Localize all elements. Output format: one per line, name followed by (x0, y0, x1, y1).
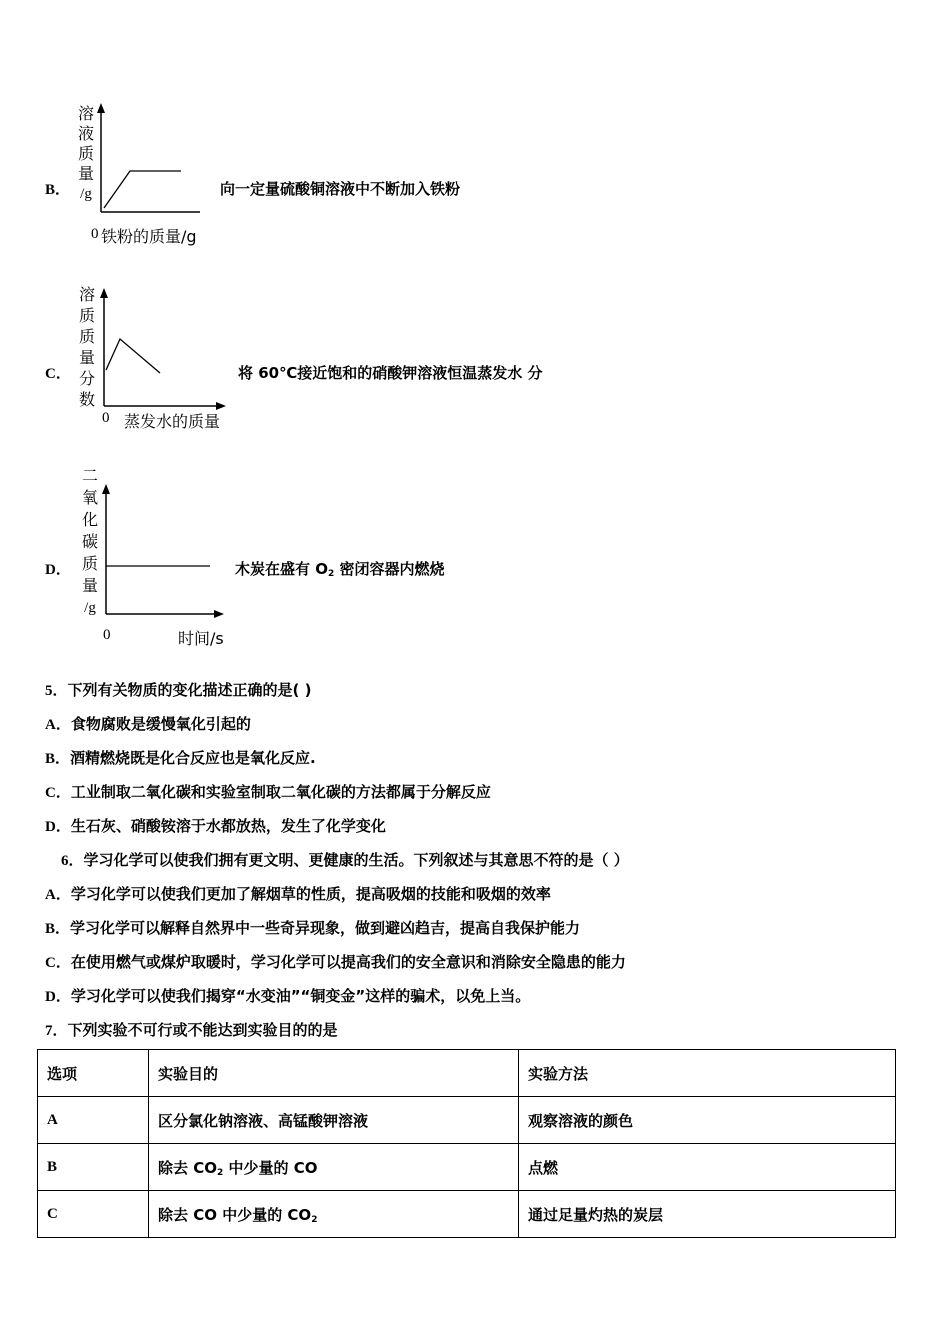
curve (106, 339, 160, 373)
option-c-description: 将 60℃接近饱和的硝酸钾溶液恒温蒸发水 分 (238, 364, 543, 382)
y-char: 量 (81, 576, 98, 595)
option-b-y-axis-label (76, 104, 96, 204)
y-char: 化 (81, 510, 98, 529)
choice-text: 食物腐败是缓慢氧化引起的 (70, 715, 251, 733)
question-number: 5． (45, 683, 68, 699)
option-b-label: B． (45, 182, 71, 198)
subscript: 2 (311, 1214, 318, 1225)
q5-choice-a (45, 713, 251, 734)
experiment-table (37, 1049, 896, 1238)
q5-choice-b (45, 747, 316, 768)
question-text: 下列有关物质的变化描述正确的是( ) (67, 681, 312, 699)
table-header-row (38, 1050, 896, 1097)
y-char: 分 (78, 369, 95, 388)
table-cell-purpose (149, 1144, 519, 1191)
table-header-cell: 实验目的 (149, 1050, 519, 1097)
choice-text: 学习化学可以解释自然界中一些奇异现象，做到避凶趋吉，提高自我保护能力 (70, 919, 581, 937)
table-row (38, 1144, 896, 1191)
y-unit: /g (84, 600, 96, 616)
table-cell-purpose: 区分氯化钠溶液、高锰酸钾溶液 (149, 1097, 519, 1144)
y-char: 量 (77, 164, 94, 183)
y-char: 溶 (77, 104, 94, 123)
table-cell-purpose (149, 1191, 519, 1238)
cell-text: 中少量的 CO (223, 1158, 318, 1177)
y-char: 数 (78, 390, 95, 409)
y-char: 量 (78, 348, 95, 367)
x-axis-arrow (214, 610, 224, 618)
curve (104, 171, 181, 208)
y-char: 质 (78, 306, 95, 325)
q5-choice-d (45, 815, 386, 836)
q6-choice-d (45, 985, 530, 1006)
q6-choice-a (45, 883, 551, 904)
choice-label: D． (45, 819, 71, 835)
subscript: 2 (216, 1167, 224, 1178)
cell-text: 除去 CO 中少量的 CO (158, 1205, 312, 1224)
table-header-cell: 选项 (38, 1050, 149, 1097)
option-b-origin: 0 (91, 226, 99, 242)
desc-text: 密闭容器内燃烧 (334, 560, 445, 578)
table-cell-method: 点燃 (519, 1144, 896, 1191)
y-char: 溶 (78, 285, 95, 304)
option-c-origin: 0 (102, 410, 110, 426)
option-b-graph (95, 100, 215, 225)
table-cell-method: 通过足量灼热的炭层 (519, 1191, 896, 1238)
q6-choice-b (45, 917, 580, 938)
table-row (38, 1097, 896, 1144)
choice-text: 学习化学可以使我们揭穿“水变油”“铜变金”这样的骗术，以免上当。 (70, 987, 531, 1005)
subscript: 2 (327, 569, 335, 579)
question-text: 学习化学可以使我们拥有更文明、更健康的生活。下列叙述与其意思不符的是（ ） (83, 851, 629, 869)
option-c-x-axis-label: 蒸发水的质量 (124, 412, 221, 431)
option-d-graph (100, 480, 235, 620)
table-row (38, 1191, 896, 1238)
option-c-label: C． (45, 366, 71, 382)
question-number: 7． (45, 1023, 68, 1039)
choice-text: 在使用燃气或煤炉取暖时，学习化学可以提高我们的安全意识和消除安全隐患的能力 (70, 953, 626, 971)
table-cell-option: A (38, 1097, 149, 1144)
option-d-x-axis-label: 时间/s (178, 629, 224, 648)
choice-label: D． (45, 989, 71, 1005)
y-char: 质 (77, 144, 94, 163)
y-char: 碳 (81, 532, 98, 551)
choice-label: B． (45, 751, 71, 767)
question-7 (45, 1019, 338, 1040)
choice-label: C． (45, 785, 71, 801)
y-axis-arrow (102, 484, 110, 494)
desc-text: 木炭在盛有 O (235, 560, 328, 578)
option-b-description: 向一定量硫酸铜溶液中不断加入铁粉 (220, 180, 461, 198)
question-5 (45, 679, 311, 700)
y-axis-arrow (100, 288, 108, 298)
choice-label: A． (45, 887, 71, 903)
q5-choice-c (45, 781, 491, 802)
choice-label: B． (45, 921, 71, 937)
choice-text: 工业制取二氧化碳和实验室制取二氧化碳的方法都属于分解反应 (70, 783, 491, 801)
option-b-x-axis-label: 铁粉的质量/g (101, 227, 197, 246)
q6-choice-c (45, 951, 626, 972)
cell-text: 除去 CO (158, 1158, 217, 1177)
y-axis-arrow (97, 103, 105, 113)
question-6 (61, 849, 629, 870)
table-cell-method: 观察溶液的颜色 (519, 1097, 896, 1144)
y-char: 液 (77, 124, 94, 143)
choice-text: 学习化学可以使我们更加了解烟草的性质，提高吸烟的技能和吸烟的效率 (70, 885, 551, 903)
choice-label: A． (45, 717, 71, 733)
option-c-graph (98, 284, 238, 414)
question-number: 6． (61, 853, 84, 869)
option-d-y-axis-label (80, 465, 100, 619)
y-char: 质 (78, 327, 95, 346)
table-cell-option: B (38, 1144, 149, 1191)
y-unit: /g (80, 186, 92, 202)
choice-label: C． (45, 955, 71, 971)
y-char: 氧 (81, 488, 98, 507)
question-text: 下列实验不可行或不能达到实验目的的是 (67, 1021, 338, 1039)
option-d-label: D． (45, 562, 71, 578)
choice-text: 酒精燃烧既是化合反应也是氧化反应. (70, 749, 316, 767)
option-c-y-axis-label (77, 284, 97, 410)
y-char: 二 (81, 466, 98, 485)
option-d-origin: 0 (103, 627, 111, 643)
option-d-description (235, 558, 444, 579)
y-char: 质 (81, 554, 98, 573)
choice-text: 生石灰、硝酸铵溶于水都放热，发生了化学变化 (70, 817, 386, 835)
table-header-cell: 实验方法 (519, 1050, 896, 1097)
table-cell-option: C (38, 1191, 149, 1238)
